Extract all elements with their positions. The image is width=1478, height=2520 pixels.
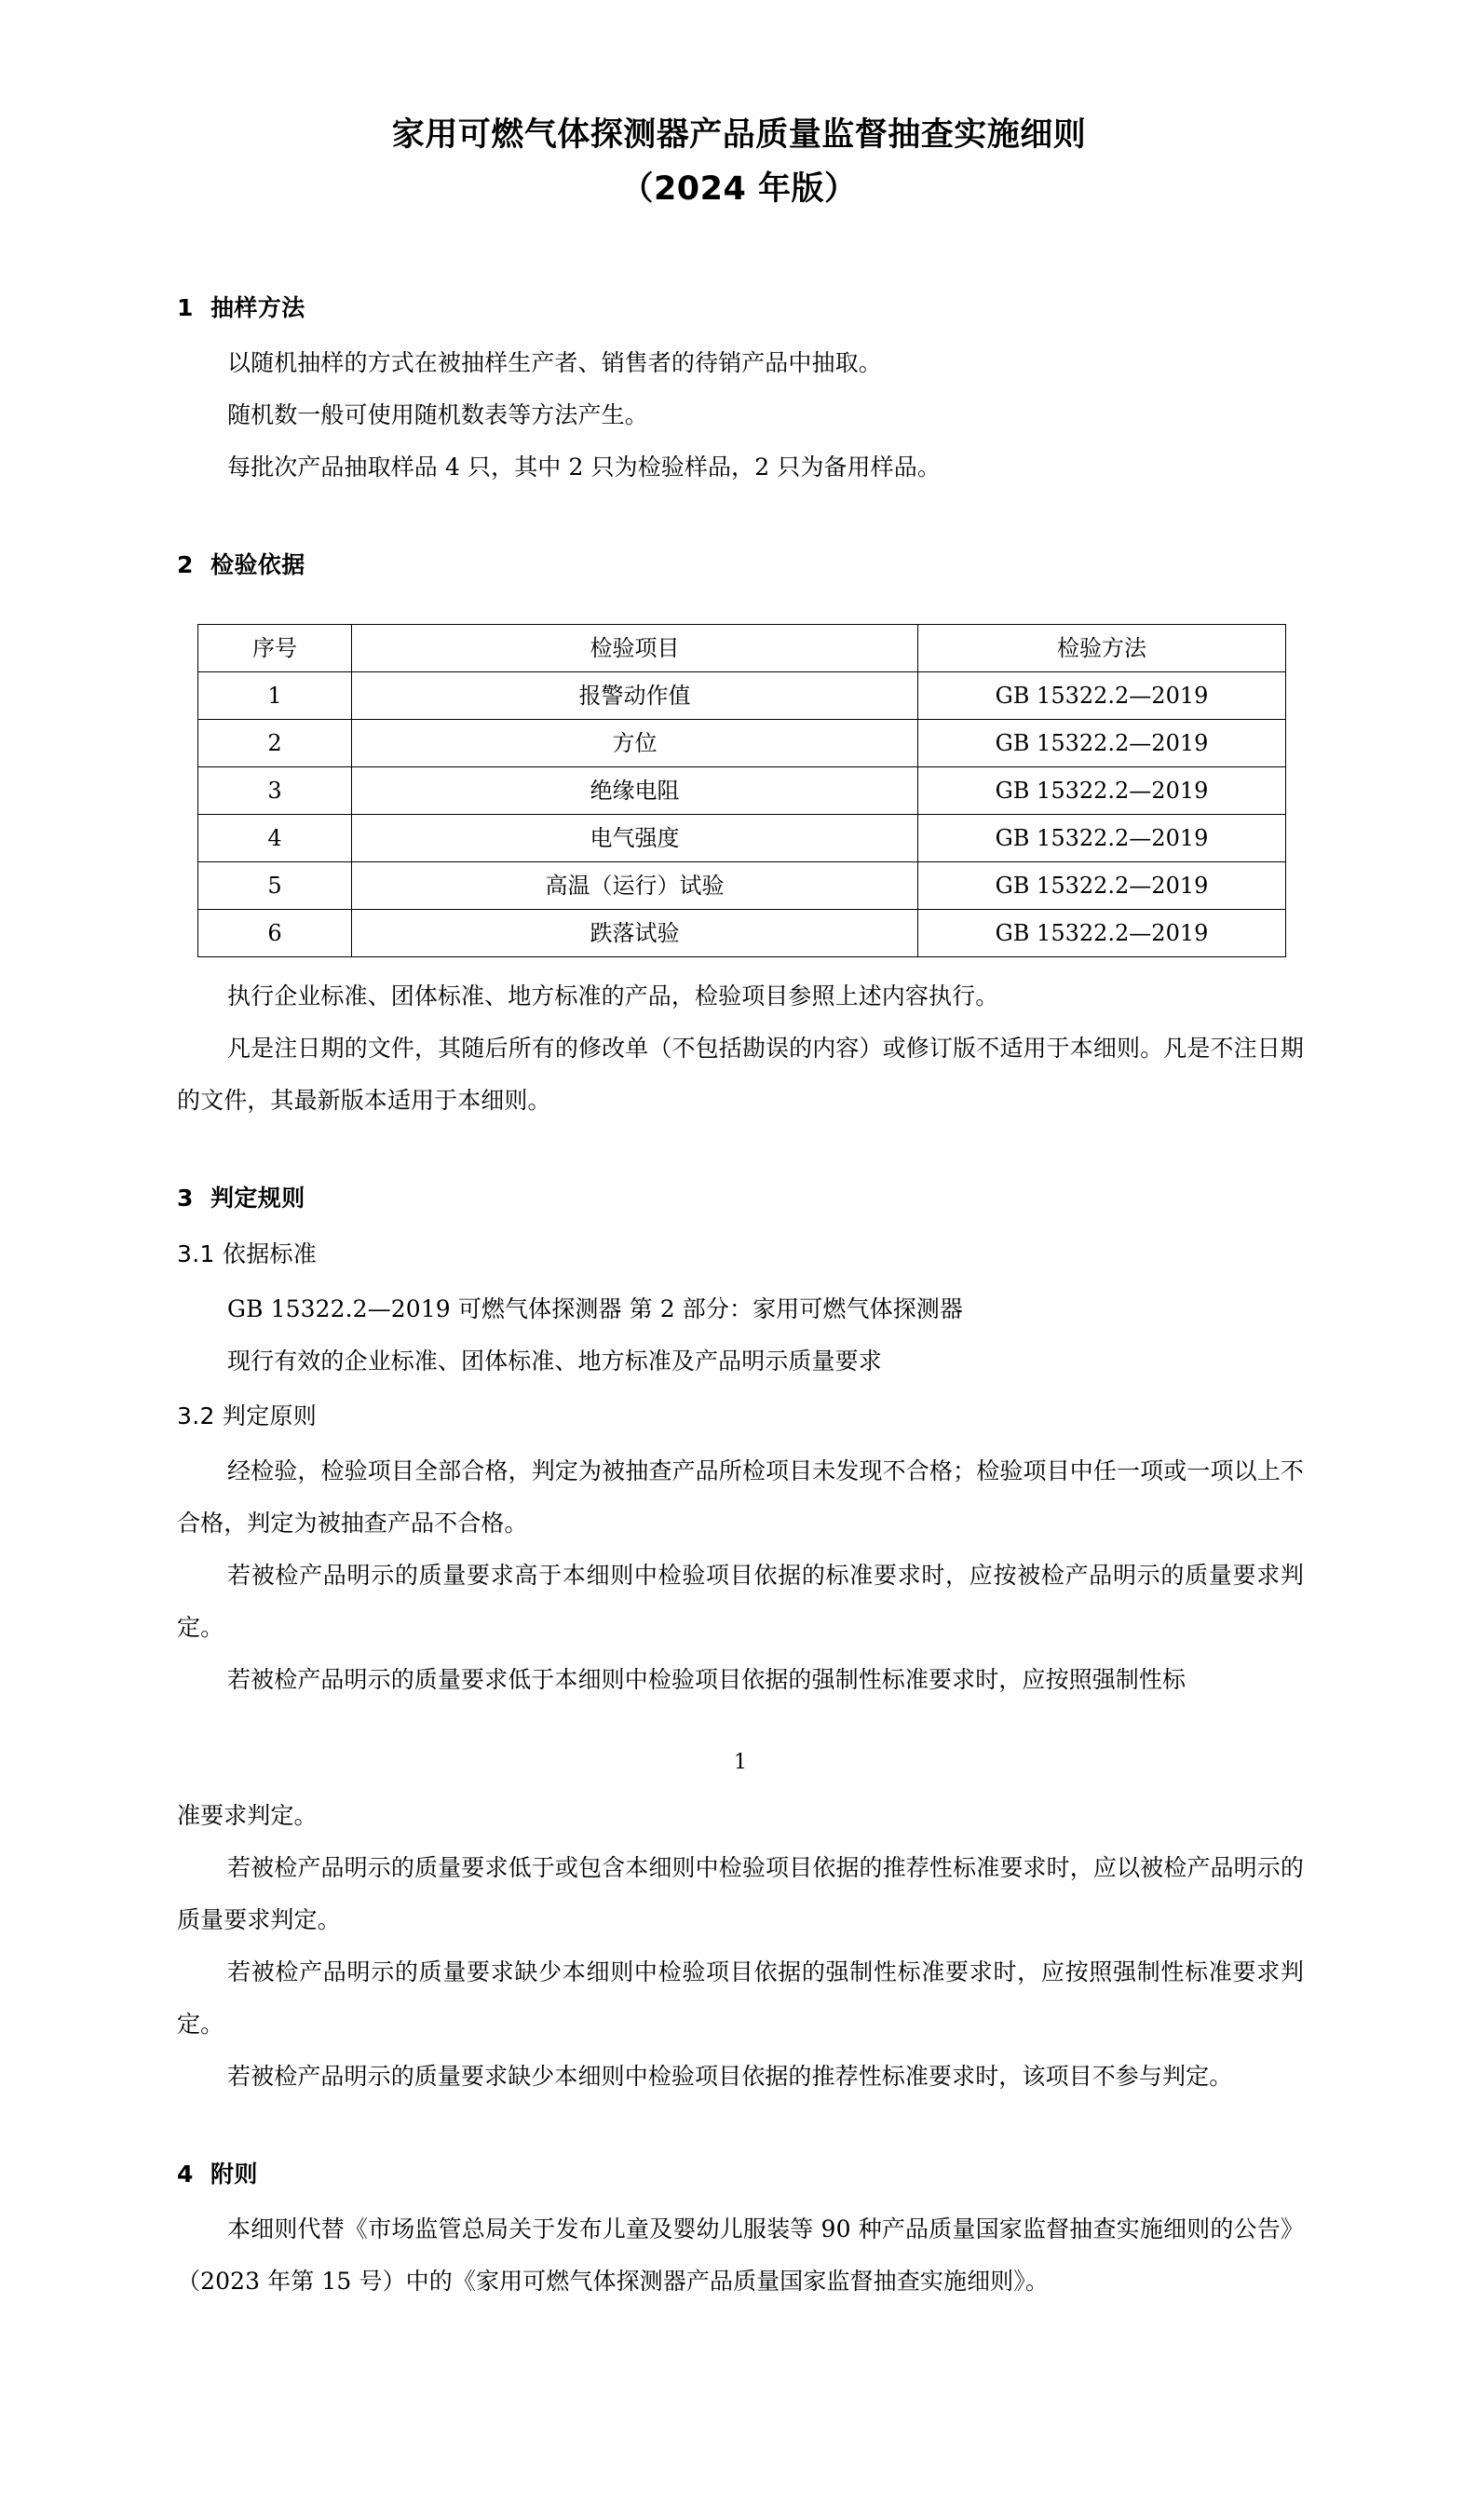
cell-method: GB 15322.2—2019 xyxy=(918,767,1286,815)
principle-paragraph-1: 经检验，检验项目全部合格，判定为被抽查产品所检项目未发现不合格；检验项目中任一项或一项以上不合格，判定为被抽查产品不合格。 xyxy=(177,1457,1304,1537)
cell-no: 3 xyxy=(198,767,352,815)
sampling-paragraph-2: 随机数一般可使用随机数表等方法产生。 xyxy=(227,401,648,428)
cell-no: 6 xyxy=(198,910,352,957)
principle-paragraph-4: 若被检产品明示的质量要求低于或包含本细则中检验项目依据的推荐性标准要求时，应以被检产品明示的质量要求判定。 xyxy=(177,1854,1304,1933)
principle-paragraph-6: 若被检产品明示的质量要求缺少本细则中检验项目依据的推荐性标准要求时，该项目不参与判定。 xyxy=(227,2063,1233,2090)
inspection-table-wrapper xyxy=(177,624,1304,957)
inspection-basis-table xyxy=(197,624,1286,957)
table-header-no: 序号 xyxy=(198,625,352,672)
sub-heading-judgement-principle: 3.2 判定原则 xyxy=(177,1402,318,1429)
sampling-paragraph-3: 每批次产品抽取样品 4 只，其中 2 只为检验样品，2 只为备用样品。 xyxy=(227,454,941,481)
document-content xyxy=(0,292,1478,2308)
cell-item: 方位 xyxy=(352,720,918,767)
section-heading-supplementary: 4 附则 xyxy=(177,2161,258,2188)
cell-method: GB 15322.2—2019 xyxy=(918,815,1286,862)
table-row xyxy=(198,720,1286,767)
table-row xyxy=(198,672,1286,720)
cell-method: GB 15322.2—2019 xyxy=(918,862,1286,910)
table-row xyxy=(198,767,1286,815)
cell-item: 跌落试验 xyxy=(352,910,918,957)
section-heading-basis: 2 检验依据 xyxy=(177,551,305,578)
basis-standard-paragraph-2: 现行有效的企业标准、团体标准、地方标准及产品明示质量要求 xyxy=(227,1348,882,1375)
page-number: 1 xyxy=(734,1751,747,1774)
cell-item: 绝缘电阻 xyxy=(352,767,918,815)
basis-paragraph-2: 凡是注日期的文件，其随后所有的修改单（不包括勘误的内容）或修订版不适用于本细则。凡是不注日期的文件，其最新版本适用于本细则。 xyxy=(177,1035,1304,1114)
principle-paragraph-2: 若被检产品明示的质量要求高于本细则中检验项目依据的标准要求时，应按被检产品明示的质量要求判定。 xyxy=(177,1562,1304,1641)
table-row xyxy=(198,910,1286,957)
cell-item: 报警动作值 xyxy=(352,672,918,720)
sampling-paragraph-1: 以随机抽样的方式在被抽样生产者、销售者的待销产品中抽取。 xyxy=(227,349,882,376)
cell-method: GB 15322.2—2019 xyxy=(918,672,1286,720)
sub-heading-basis-standard: 3.1 依据标准 xyxy=(177,1240,318,1267)
cell-item: 电气强度 xyxy=(352,815,918,862)
table-row xyxy=(198,815,1286,862)
supplementary-paragraph-1: 本细则代替《市场监管总局关于发布儿童及婴幼儿服装等 90 种产品质量国家监督抽查实施细则的公告》（2023 年第 15 号）中的《家用可燃气体探测器产品质量国家监督抽查实施细则》。 xyxy=(177,2215,1304,2295)
table-row xyxy=(198,862,1286,910)
principle-paragraph-5: 若被检产品明示的质量要求缺少本细则中检验项目依据的强制性标准要求时，应按照强制性标准要求判定。 xyxy=(177,1958,1304,2038)
page-title: 家用可燃气体探测器产品质量监督抽查实施细则 xyxy=(391,116,1087,154)
table-header-row xyxy=(198,625,1286,672)
principle-paragraph-3-after-break: 准要求判定。 xyxy=(177,1802,318,1829)
principle-paragraph-3-before-break: 若被检产品明示的质量要求低于本细则中检验项目依据的强制性标准要求时，应按照强制性标 xyxy=(227,1666,1186,1693)
cell-no: 5 xyxy=(198,862,352,910)
basis-paragraph-1: 执行企业标准、团体标准、地方标准的产品，检验项目参照上述内容执行。 xyxy=(227,982,999,1009)
cell-item: 高温（运行）试验 xyxy=(352,862,918,910)
section-heading-sampling: 1 抽样方法 xyxy=(177,294,305,321)
cell-no: 4 xyxy=(198,815,352,862)
section-heading-rules: 3 判定规则 xyxy=(177,1185,305,1212)
table-header-item: 检验项目 xyxy=(352,625,918,672)
cell-no: 1 xyxy=(198,672,352,720)
page-subtitle: （2024 年版） xyxy=(620,170,858,208)
cell-method: GB 15322.2—2019 xyxy=(918,910,1286,957)
basis-standard-paragraph-1: GB 15322.2—2019 可燃气体探测器 第 2 部分：家用可燃气体探测器 xyxy=(227,1295,963,1322)
table-header-method: 检验方法 xyxy=(918,625,1286,672)
cell-method: GB 15322.2—2019 xyxy=(918,720,1286,767)
cell-no: 2 xyxy=(198,720,352,767)
